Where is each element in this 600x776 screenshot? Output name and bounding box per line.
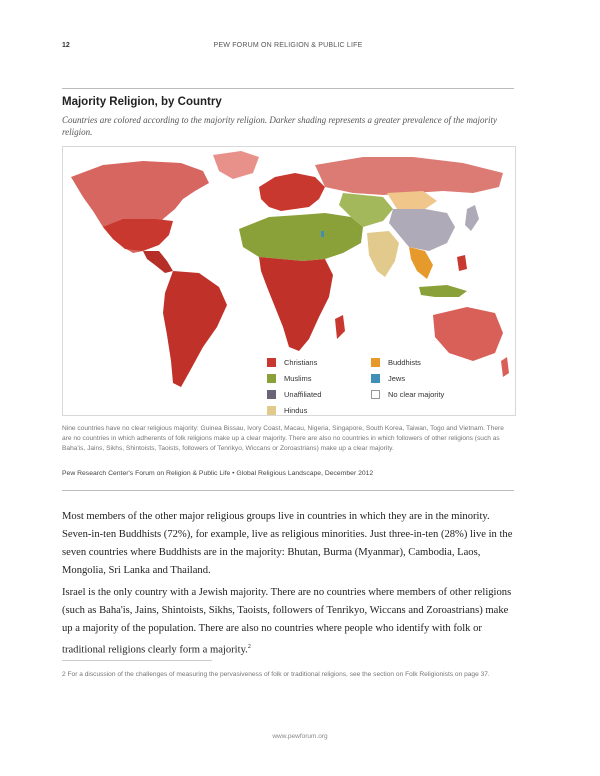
legend-label: Hindus [284,405,308,415]
new-zealand [501,357,509,377]
legend-item-hindus [267,405,307,415]
legend-item-muslims [267,373,312,383]
legend-label: Christians [284,357,318,367]
footnote: 2 For a discussion of the challenges of measuring the pervasiveness of folk or traditional religions, see the section on Folk Religionists on page 37. [62,671,490,678]
indonesia [419,285,467,297]
legend-label: Unaffiliated [284,389,322,399]
legend-swatch [371,374,380,383]
legend-item-buddhists [371,357,421,367]
figure-source: Pew Research Center's Forum on Religion & Public Life • Global Religious Landscape, December 2012 [62,470,374,477]
china [389,209,455,251]
madagascar [335,315,345,339]
south-america-landmass [163,271,227,387]
figure-bottom-rule [62,490,514,491]
paragraph-text: Most members of the other major religious groups live in countries in which they are in the minority. Seven-in-ten Buddhists (72%), for example, live as religious minorities. Just three-in-ten (28%) live in the seven countries where Buddhists are in the majority: Bhutan, Burma (Myanmar), Cambodia, Laos, Mongolia, Sri Lanka and Thailand. [62,511,513,576]
figure-title: Majority Religion, by Country [62,96,222,108]
australia [433,307,503,361]
body-paragraph-2 [62,584,518,660]
world-map-figure [62,146,516,416]
greenland [213,151,259,179]
figure-subtitle: Countries are colored according to the majority religion. Darker shading represents a greater prevalence of the majority religion. [62,115,498,137]
usa [103,219,173,251]
legend-swatch [267,374,276,383]
figure-note: Nine countries have no clear religious majority: Guinea Bissau, Ivory Coast, Macau, Nigeria, Singapore, South Korea, Taiwan, Togo and Vietnam. There are no countries in which adherents of folk religions make up a clear majority. There are also no countries in which followers of other religions (such as Baha'is, Jains, Sikhs, Shintoists, Taoists, followers of Tenrikyo, Wiccans or Zoroastrians) make up a clear majority. [62,425,504,452]
central-america [143,251,173,273]
page-footer-url[interactable]: www.pewforum.org [272,733,328,740]
footnote-rule [62,660,212,661]
legend-swatch [371,390,380,399]
legend-swatch [267,358,276,367]
legend-item-jews [371,373,405,383]
running-head: PEW FORUM ON RELIGION & PUBLIC LIFE [213,42,363,49]
legend-label: Jews [388,373,406,383]
southeast-asia [409,247,433,279]
mongolia [387,191,437,209]
india [367,231,399,277]
sub-saharan-africa [259,257,333,351]
philippines [457,255,467,271]
legend-swatch [267,406,276,415]
europe-landmass [259,173,325,211]
legend-item-no-clear-majority [371,389,444,399]
legend-label: Buddhists [388,357,421,367]
paragraph-text: Israel is the only country with a Jewish majority. There are no countries where members of other religions (such as Baha'is, Jains, Shintoists, Sikhs, Taoists, followers of Tenrikyo, Wiccans and Zoroastrians) make up a majority of the population. There are also no countries where people who identify with folk or traditional religions clearly form a majority. [62,587,512,656]
legend-item-unaffiliated [267,389,321,399]
north-africa-middle-east [239,213,363,261]
page-number: 12 [62,42,70,49]
legend-swatch [267,390,276,399]
russia-landmass [315,157,503,195]
top-rule [62,88,514,89]
legend-item-christians [267,357,317,367]
body-paragraph-1 [62,508,518,580]
page-header [62,42,514,56]
legend-swatch [371,358,380,367]
israel [321,231,324,237]
legend-label: Muslims [284,373,312,383]
legend-label: No clear majority [388,389,445,399]
japan [465,205,479,231]
footnote-reference[interactable]: 2 [247,644,251,650]
